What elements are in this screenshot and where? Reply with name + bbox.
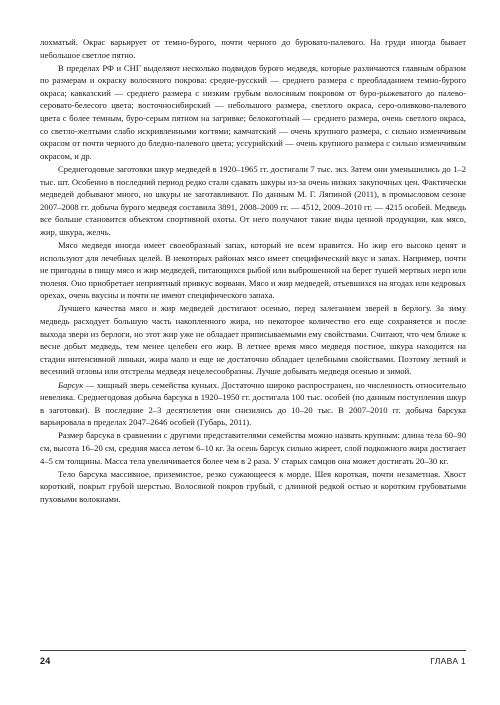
badger-intro-text: — хищный зверь семейства куньих. Достаточно широко распространен, но численность относительно невелика. Среднегодовая добыча барсука в 1920–1950 гг. достигала 100 тыс. особей (по данным поступления шкур в заготовки). В последние 2–3 десятилетия они снизились до 10–20 тыс. В 2007–2010 гг. добыча барсука варьировала в пределах 2047–2646 особей (Губарь, 2011). [40,379,466,428]
term-badger: Барсук [58,379,84,390]
page-footer [40,656,466,670]
paragraph-meat-quality: Мясо медведя иногда имеет своеобразный запах, который не всем нравится. Но жир его высоко ценят и используют для лечебных целей. В некоторых районах мясо имеет специфический вкус и запах. Например, почти не пригодны в пищу мясо и жир медведей, питающихся рыбой или выброшенной на берег тушей мертвых нерп или тюленя. Оно приобретает неприятный привкус ворвани. Мясо и жир медведей, отъевшихся на ягодах или кедровых орехах, очень вкусны и почти не имеют специфического запаха. [40,240,466,301]
chapter-label: ГЛАВА 1 [430,656,466,666]
paragraph-subspecies: В пределах РФ и СНГ выделяют несколько подвидов бурого медведя, которые различаются главным образом по размерам и окраску волосяного покрова: средне-русский — среднего размера с преобладанием темно-бурого окраса; кавказский — среднего размера с низким грубым волосяным покровом от буро-рыжеватого до палево-серовато-белесого цвета; восточносибирский — небольшого размера, светлого окраса, серо-оливково-палевого цвета с более темным, буро-серым пятном на загривке; белокоготный — среднего размера, очень светлого окраса, со светло-желтыми слабо искривленными когтями; камчатский — очень крупного размера, с сильно изменчивым окрасом от почти черного до бледно-палевого цвета; уссурийский — очень крупного размера с сильно изменчивым окрасом, и др. [40,62,466,161]
paragraph-harvest-stats: Среднегодовые заготовки шкур медведей в 1920–1965 гг. достигали 7 тыс. экз. Затем они уменьшились до 1–2 тыс. шт. Особенно в последний период редко стали сдавать шкуры из-за очень низких закупочных цен. Фактически медведей добывают много, но шкуры не заготавливают. По данным М. Г. Ляпиной (2011), в промысловом сезоне 2007–2008 гг. добыча бурого медведя составила 3891, 2008–2009 гг. — 4512, 2009–2010 гг. — 4215 особей. Медведь все больше становится объектом спортивной охоты. От него получают такие виды ценной продукции, как мясо, жир, шкура, желчь. [40,163,466,237]
paragraph-badger-intro [40,379,466,429]
paragraph-badger-size: Размер барсука в сравнении с другими представителями семейства можно назвать крупным: длина тела 60–90 см, высота 16–20 см, средняя масса летом 6–10 кг. За осень барсук сильно жиреет, слой подкожного жира достигает 4–5 см толщины. Масса тела увеличивается более чем в 2 раза. У старых самцов она может достигать 20–30 кг. [40,430,466,466]
footer-rule [40,650,466,651]
page-number: 24 [40,656,51,666]
paragraph-seasonal-fat: Лучшего качества мясо и жир медведей достигают осенью, перед залеганием зверей в берлогу. За зиму медведь расходует большую часть накопленного жира, но некоторое количество его еще сохраняется и после выхода звери из берлоги, но этот жир уже не обладает приписываемыми ему свойствами. Считают, что чем ближе к весне добыт медведь, тем менее целебен его жир. В летнее время мясо медведя постное, шкура находится на стадии интенсивной линьки, жира мало и еще не достаточно обладает целебными свойствами. Поэтому летний и весенний отловы или отстрелы медведя нецелесообразны. Лучше добывать медведя осенью и зимой. [40,303,466,377]
body-text [40,36,466,505]
paragraph-fur-description: лохматый. Окрас варьирует от темно-бурого, почти черного до буровато-палевого. На груди иногда бывает небольшое светлое пятно. [40,37,466,60]
paragraph-badger-body: Тело барсука массивное, приземистое, резко сужающееся к морде. Шея короткая, почти незаметная. Хвост короткий, покрыт грубой шерстью. Волосяной покров грубый, с длинной редкой остью и коротким грубоватыми пуховыми волокнами. [40,468,466,504]
